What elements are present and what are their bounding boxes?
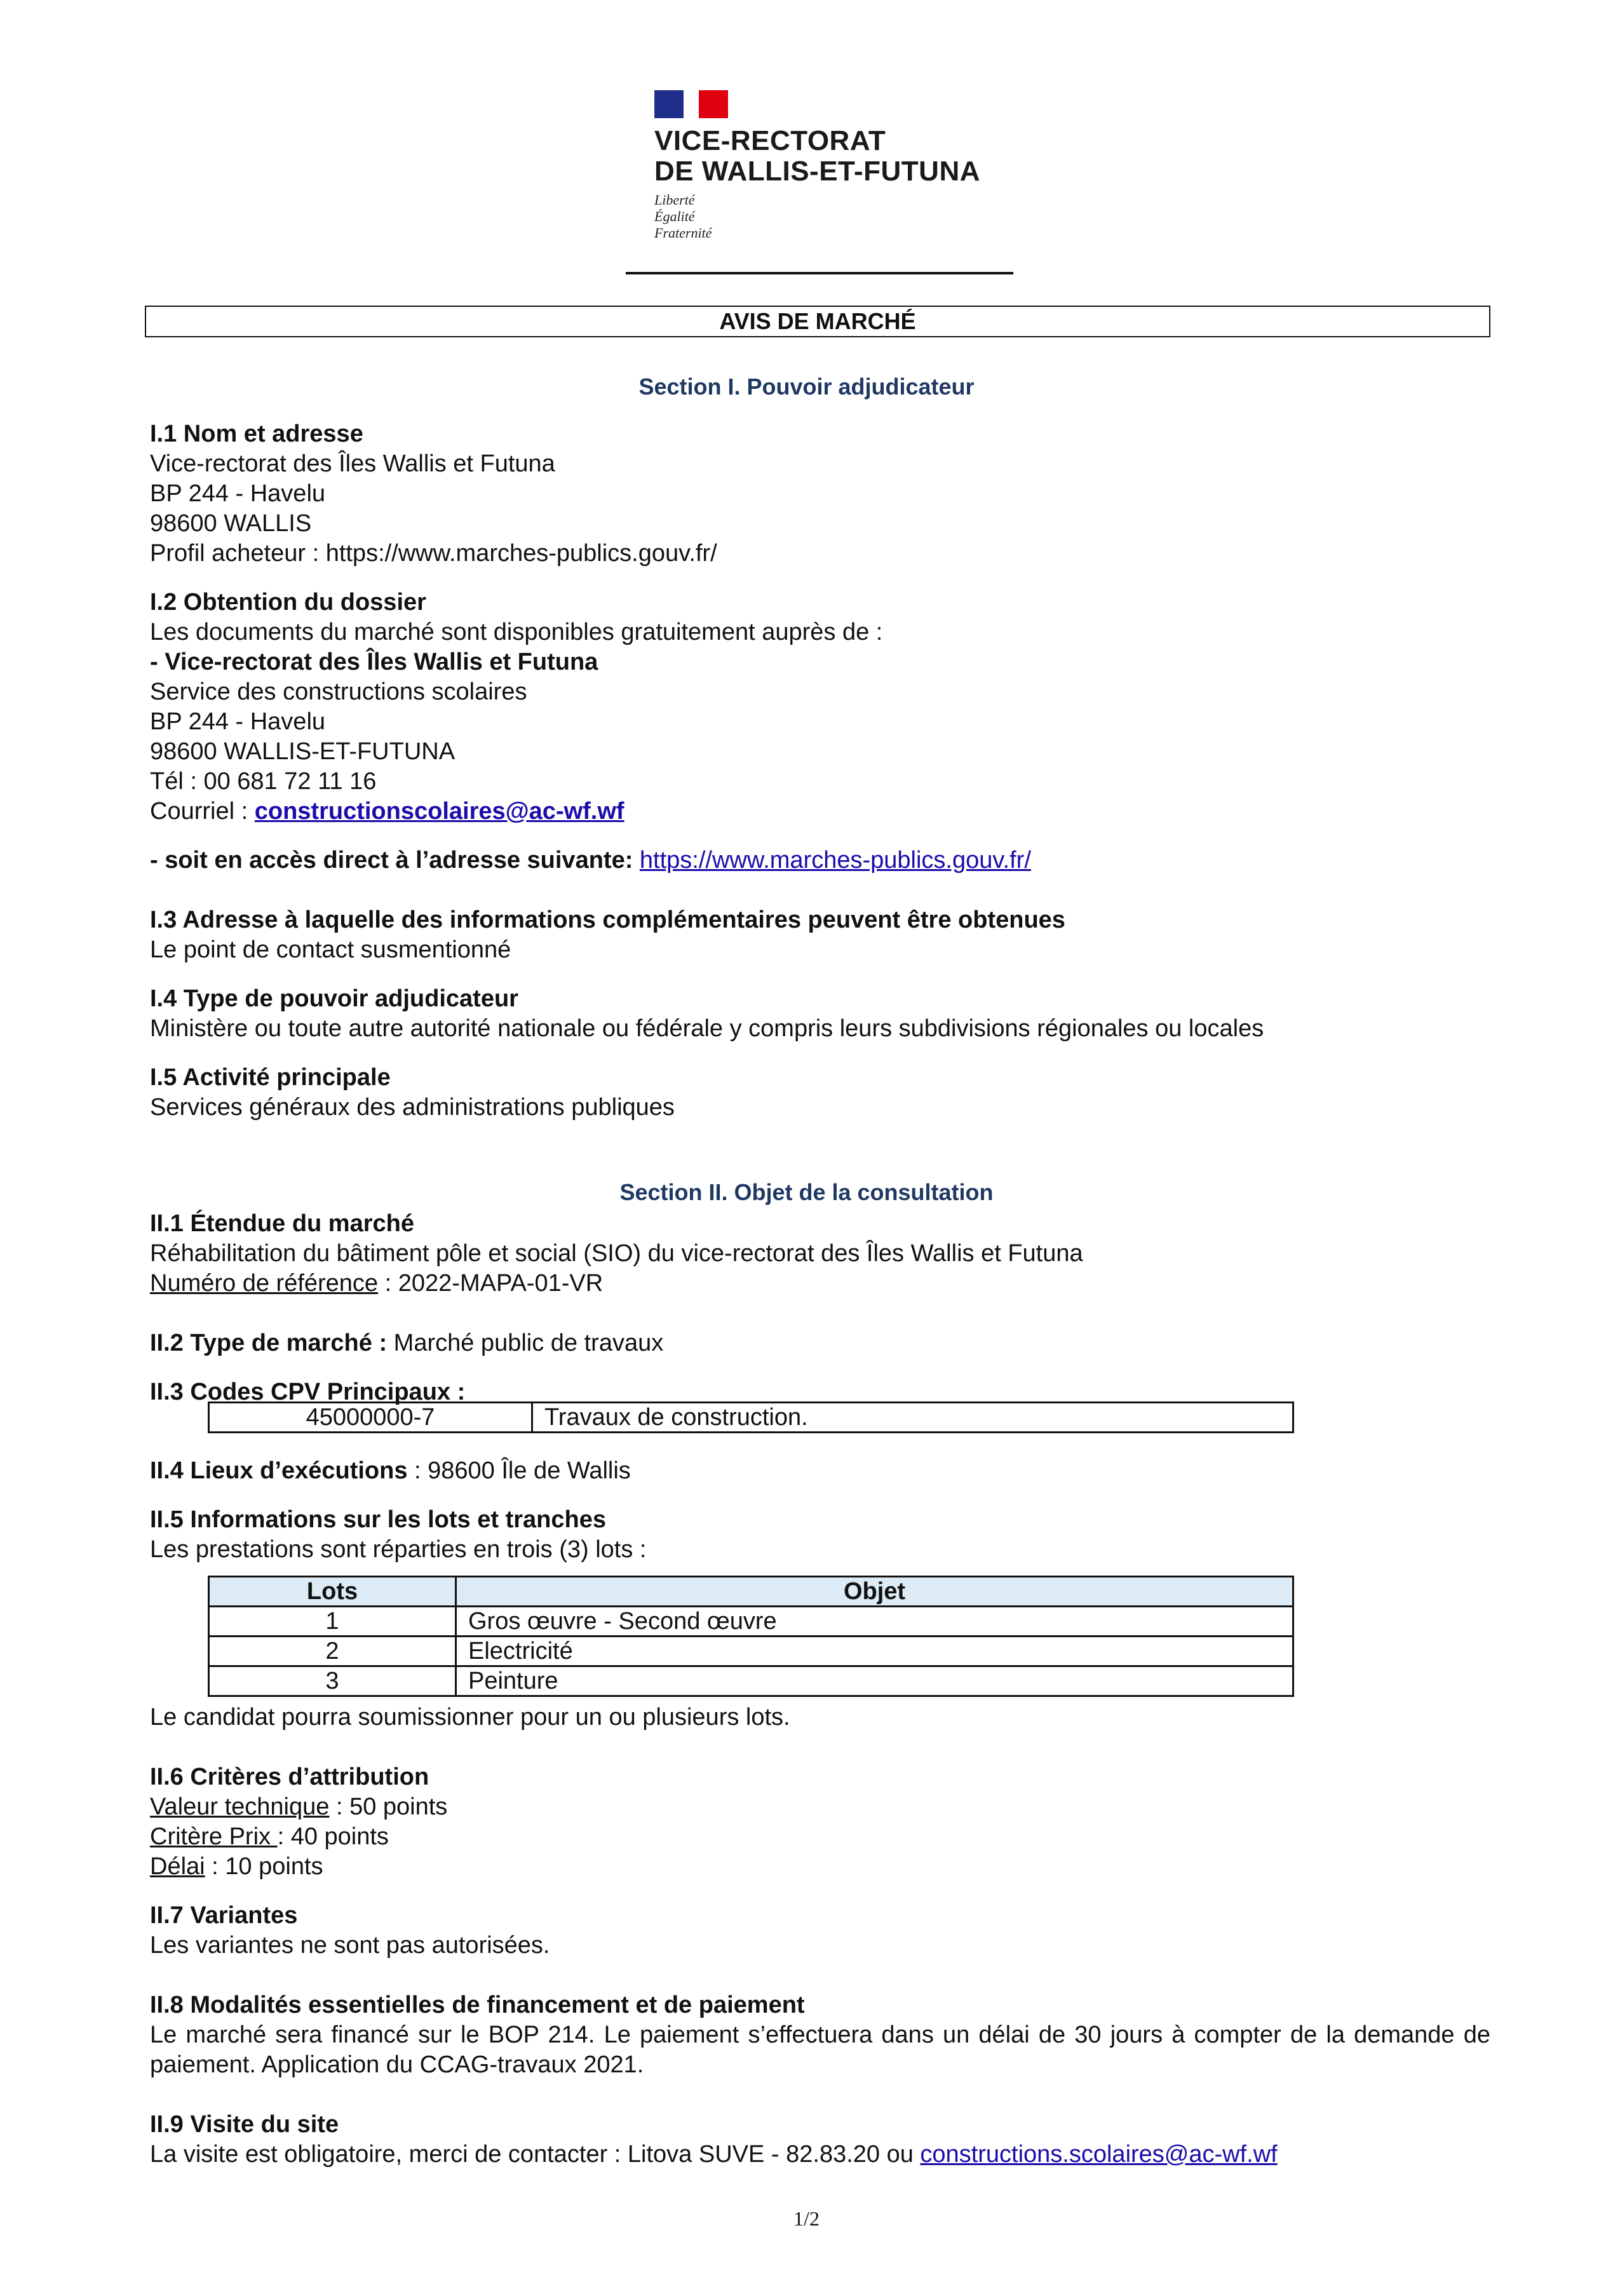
lot-number: 1 <box>209 1607 456 1637</box>
cpv-description: Travaux de construction. <box>532 1403 1293 1433</box>
lot-objet: Peinture <box>456 1666 1293 1696</box>
ii2-line: II.2 Type de marché : Marché public de travaux <box>150 1330 664 1356</box>
page-number: 1/2 <box>793 2207 820 2230</box>
ii7-text: Les variantes ne sont pas autorisées. <box>150 1932 550 1959</box>
ii9-text: La visite est obligatoire, merci de contacter : Litova SUVE - 82.83.20 ou constructions.scolaires@ac-wf.wf <box>150 2141 1278 2168</box>
i3-text: Le point de contact susmentionné <box>150 936 511 963</box>
i5-title: I.5 Activité principale <box>150 1064 391 1091</box>
i4-text: Ministère ou toute autre autorité nationale ou fédérale y compris leurs subdivisions régionales ou locales <box>150 1015 1264 1042</box>
lots-table <box>208 1576 1294 1697</box>
col-objet: Objet <box>456 1577 1293 1607</box>
document-title: AVIS DE MARCHÉ <box>145 306 1490 337</box>
i2-intro: Les documents du marché sont disponibles gratuitement auprès de : <box>150 619 883 645</box>
table-row <box>209 1403 1293 1433</box>
i1-line: Profil acheteur : https://www.marches-publics.gouv.fr/ <box>150 540 717 567</box>
email-link[interactable]: constructionscolaires@ac-wf.wf <box>254 798 624 825</box>
i3-title: I.3 Adresse à laquelle des informations complémentaires peuvent être obtenues <box>150 907 1065 933</box>
marches-publics-link[interactable]: https://www.marches-publics.gouv.fr/ <box>639 847 1031 874</box>
ii1-text: Réhabilitation du bâtiment pôle et social (SIO) du vice-rectorat des Îles Wallis et Futuna <box>150 1240 1083 1267</box>
ii8-text: Le marché sera financé sur le BOP 214. Le paiement s’effectuera dans un délai de 30 jours à compter de la demande de paiement. Application du CCAG-travaux 2021. <box>150 2022 1490 2078</box>
vice-rectorat-logo <box>654 90 1010 281</box>
header-divider <box>626 272 1013 274</box>
table-row <box>209 1666 1293 1696</box>
table-header-row <box>209 1577 1293 1607</box>
i2-title: I.2 Obtention du dossier <box>150 589 426 616</box>
ii5-intro: Les prestations sont réparties en trois (3) lots : <box>150 1536 647 1563</box>
section-1-heading: Section I. Pouvoir adjudicateur <box>638 374 975 400</box>
lot-objet: Gros œuvre - Second œuvre <box>456 1607 1293 1637</box>
lot-objet: Electricité <box>456 1637 1293 1666</box>
i1-line: 98600 WALLIS <box>150 510 312 537</box>
logo-title: VICE-RECTORAT DE WALLIS-ET-FUTUNA <box>654 125 981 187</box>
criterion: Critère Prix : 40 points <box>150 1823 389 1850</box>
i2-org: - Vice-rectorat des Îles Wallis et Futuna <box>150 649 598 675</box>
marianne-flag-icon <box>654 90 728 118</box>
col-lots: Lots <box>209 1577 456 1607</box>
constructions-email-link[interactable]: constructions.scolaires@ac-wf.wf <box>920 2141 1278 2168</box>
ii1-title: II.1 Étendue du marché <box>150 1210 414 1237</box>
i2-line: BP 244 - Havelu <box>150 708 326 735</box>
i1-line: BP 244 - Havelu <box>150 480 326 507</box>
i1-title: I.1 Nom et adresse <box>150 421 363 447</box>
section-2-lower <box>150 1703 1490 2170</box>
ii3-title: II.3 Codes CPV Principaux : <box>150 1379 466 1405</box>
ii5-after: Le candidat pourra soumissionner pour un ou plusieurs lots. <box>150 1704 790 1731</box>
i2-direct-line: - soit en accès direct à l’adresse suivante: https://www.marches-publics.gouv.fr/ <box>150 847 1031 874</box>
i4-title: I.4 Type de pouvoir adjudicateur <box>150 985 518 1012</box>
table-row <box>209 1607 1293 1637</box>
ii8-title: II.8 Modalités essentielles de financement et de paiement <box>150 1992 805 2018</box>
ii7-title: II.7 Variantes <box>150 1902 298 1929</box>
i1-line: Vice-rectorat des Îles Wallis et Futuna <box>150 450 555 477</box>
section-2-lots-intro <box>150 1456 1490 1565</box>
lot-number: 3 <box>209 1666 456 1696</box>
section-2-upper <box>150 1209 1490 1407</box>
section-1-content <box>150 419 1490 1123</box>
table-row <box>209 1637 1293 1666</box>
cpv-code: 45000000-7 <box>209 1403 532 1433</box>
criterion: Délai : 10 points <box>150 1853 323 1880</box>
i2-line: Tél : 00 681 72 11 16 <box>150 768 377 795</box>
logo-motto: Liberté Égalité Fraternité <box>654 192 712 241</box>
i2-email-line: Courriel : constructionscolaires@ac-wf.wf <box>150 798 624 825</box>
ii9-title: II.9 Visite du site <box>150 2111 339 2138</box>
section-2-heading: Section II. Objet de la consultation <box>619 1179 994 1205</box>
i5-text: Services généraux des administrations publiques <box>150 1094 675 1121</box>
ii5-title: II.5 Informations sur les lots et tranches <box>150 1506 606 1533</box>
ii6-title: II.6 Critères d’attribution <box>150 1764 429 1790</box>
ii1-ref: Numéro de référence : 2022-MAPA-01-VR <box>150 1270 604 1297</box>
cpv-table <box>208 1401 1294 1433</box>
criterion: Valeur technique : 50 points <box>150 1793 448 1820</box>
i2-line: 98600 WALLIS-ET-FUTUNA <box>150 738 456 765</box>
i2-line: Service des constructions scolaires <box>150 679 527 705</box>
lot-number: 2 <box>209 1637 456 1666</box>
ii4-line: II.4 Lieux d’exécutions : 98600 Île de Wallis <box>150 1457 631 1484</box>
